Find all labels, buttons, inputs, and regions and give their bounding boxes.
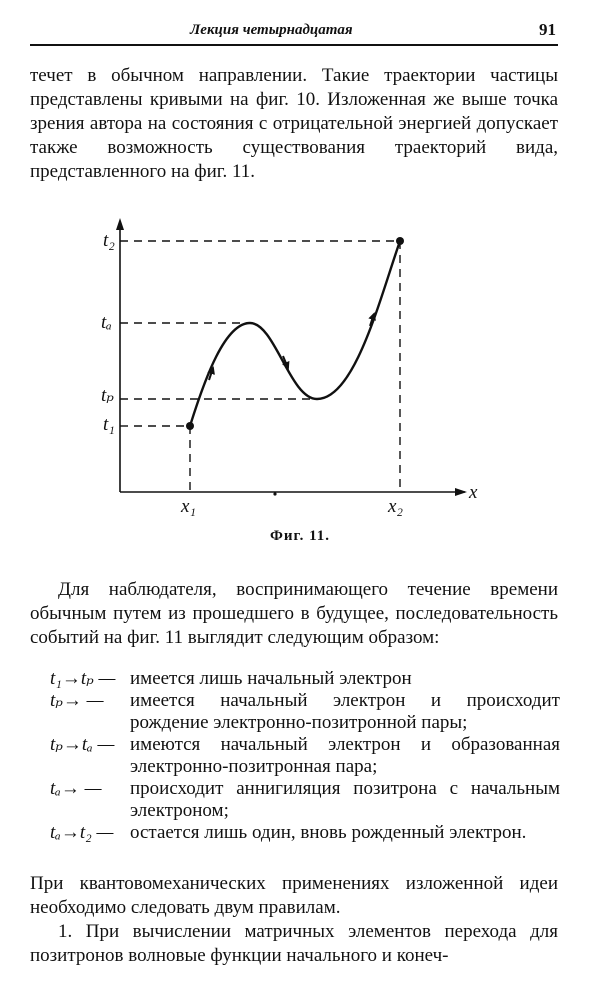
event-key: tₐ→ — bbox=[50, 778, 102, 799]
event-desc: остается лишь один, вновь рожденный электрон. bbox=[130, 822, 527, 843]
event-item bbox=[50, 690, 560, 734]
x-tick-x2: x₂ bbox=[388, 496, 404, 517]
axis-dot bbox=[273, 492, 276, 495]
event-item bbox=[50, 734, 560, 778]
page-header bbox=[30, 18, 558, 46]
event-item bbox=[50, 778, 560, 822]
x-axis-label: x bbox=[469, 482, 478, 503]
end-point bbox=[396, 237, 404, 245]
page-number: 91 bbox=[539, 20, 556, 39]
event-desc: происходит аннигиляция позитрона с начальным электроном; bbox=[130, 778, 560, 821]
event-desc: имеется лишь начальный электрон bbox=[130, 668, 412, 689]
paragraph-rules: При квантовомеханических применениях изложенной идеи необходимо следовать двум правилам. bbox=[30, 873, 558, 918]
paragraph-rule-1: 1. При вычислении матричных элементов перехода для позитронов волновые функции начального и конеч- bbox=[30, 921, 558, 966]
event-key: t₁→tₚ — bbox=[50, 668, 116, 689]
figure-caption: Фиг. 11. bbox=[269, 528, 331, 544]
y-tick-tp: tₚ bbox=[101, 385, 114, 406]
y-axis-arrow bbox=[116, 218, 124, 230]
x-axis-arrow bbox=[455, 488, 467, 496]
figure-11 bbox=[95, 218, 495, 518]
paragraph-intro: течет в обычном направлении. Такие траектории частицы представлены кривыми на фиг. 10. Изложенная же выше точка зрения автора на состояния с отрицательной энергией допускает также возможность существования траекторий вида, представленного на фиг. 11. bbox=[30, 65, 558, 182]
event-desc: имеется начальный электрон и происходит рождение электронно-позитронной пары; bbox=[130, 690, 560, 733]
start-point bbox=[186, 422, 194, 430]
x-tick-x1: x₁ bbox=[181, 496, 197, 517]
trajectory-curve bbox=[190, 241, 400, 426]
y-tick-t1: t₁ bbox=[103, 414, 115, 435]
event-key: tₐ→t₂ — bbox=[50, 822, 114, 843]
y-tick-ta: tₐ bbox=[101, 312, 112, 333]
paragraph-observer: Для наблюдателя, воспринимающего течение времени обычным путем из прошедшего в будущее, последовательность событий на фиг. 11 выглядит следующим образом: bbox=[30, 579, 558, 648]
y-tick-t2: t₂ bbox=[103, 230, 115, 251]
running-title: Лекция четырнадцатая bbox=[190, 22, 353, 38]
event-item bbox=[50, 822, 560, 844]
event-list bbox=[50, 668, 560, 844]
event-desc: имеются начальный электрон и образованная электронно-позитронная пара; bbox=[130, 734, 560, 777]
event-key: tₚ→tₐ — bbox=[50, 734, 115, 755]
event-key: tₚ→ — bbox=[50, 690, 104, 711]
event-item bbox=[50, 668, 560, 690]
